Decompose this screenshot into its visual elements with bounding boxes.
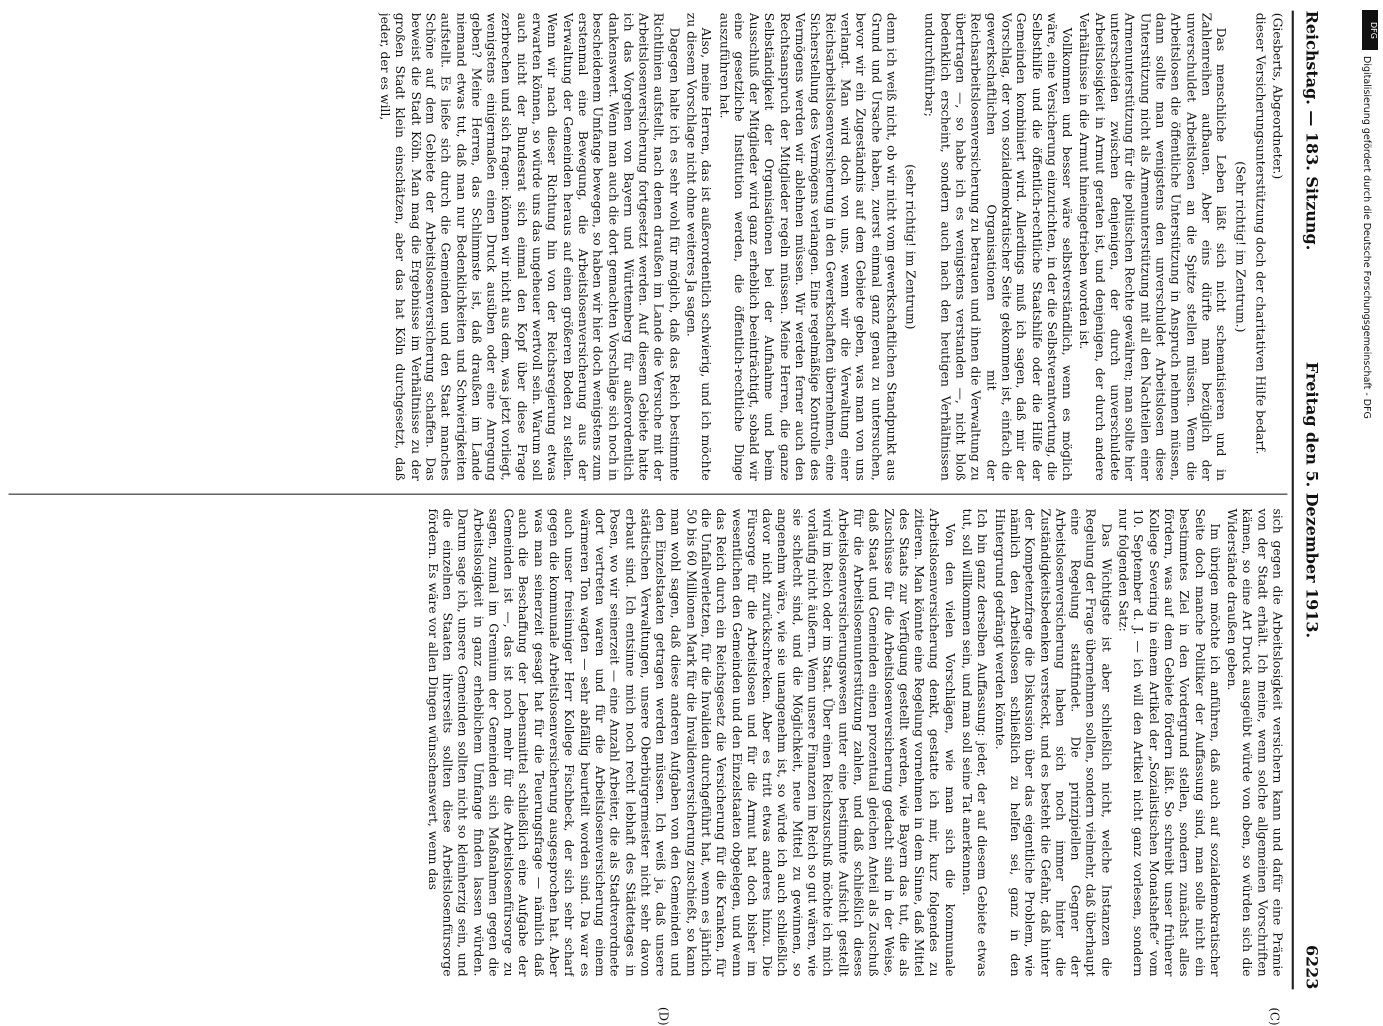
digitization-credit: Digitalisierung gefördert durch die Deutsche Forschungsgemeinschaft - DFG (1361, 56, 1372, 419)
right-column (9, 509, 1286, 977)
header-date: Freitag den 5. Dezember 1913. (1302, 361, 1322, 639)
page-number: 6223 (1302, 944, 1322, 990)
paragraph: denn ich weiß nicht, ob wir nicht vom gewerkschaftlichen Standpunkt aus Grund und Ursache haben, zuerst einmal ganz genau zu untersuchen, bevor wir ein Zugeständnis auf dem Gebiete geben, was man von uns verlangt. Man wird doch von uns, wenn wir die Verwaltung einer Reichsarbeitslosenversicherung in den Gewerkschaften übernehmen, eine Sicherstellung des Vermögens verlangen. Eine regelmäßige Kontrolle des Vermögens werden wir ablehnen müssen. Wir werden ferner auch den Rechtsanspruch der Mitglieder regeln müssen. Meine Herren, die ganze Selbständigkeit der Organisationen bei der Aufnahme und beim Ausschluß der Mitglieder wird ganz erheblich beeinträchtigt, sobald wir eine gesetzliche Institution werden, die öffentlich-rechtliche Dinge auszuführen hat. (716, 12, 899, 481)
paragraph: Das Wichtigste ist aber schließlich nicht, welche Instanzen die Regelung der Frage übernehmen sollen, sondern vielmehr, daß überhaupt eine Regelung stattfindet. Die prinzipiellen Gegner der Arbeitslosenversicherung haben sich noch immer hinter die Zuständigkeitsbedenken versteckt, und es besteht die Gefahr, daß hinter der Kompetenzfrage die Diskussion über das eigentliche Problem, wie nämlich den Arbeitslosen schließlich zu helfen sei, ganz in den Hintergrund gedrängt werden könnte. (992, 508, 1114, 977)
margin-marker-d: (D) (656, 1007, 671, 1026)
dfg-side-note (1361, 10, 1379, 990)
paragraph: Das menschliche Leben läßt sich nicht schematisieren und in Zahlenreihen aufbauen. Aber eins dürfte man bezüglich der unverschuldet Arbeitslosen an die Spitze stellen müssen. Wenn die Arbeitslosen die öffentliche Unterstützung in Anspruch nehmen müssen, dann sollte man wenigstens den unverschuldet Arbeitslosen diese Unterstützung nicht als Armenunterstützung mit all den Nachteilen einer Armenunterstützung für die politischen Rechte gewähren; man sollte hier unterscheiden zwischen denjenigen, der durch unverschuldete Arbeitslosigkeit in Armut geraten ist, und denjenigen, der durch andere Verhältnisse in die Armut hineingetrieben worden ist. (1077, 12, 1230, 481)
paragraph: Ich bin ganz derselben Auffassung: jeder, der auf diesem Gebiete etwas tut, soll willkommen sein, und man soll seine Tat anerkennen. (959, 508, 990, 977)
paragraph: sich gegen die Arbeitslosigkeit versichern kann und dafür eine Prämie von der Stadt erhält. Ich meine, wenn solche allgemeinen Vorschriften kämen, so eine Art Druck ausgeübt würde von oben, so würden sich die Widerstände draußen geben. (1224, 508, 1286, 977)
page-header (1294, 11, 1322, 990)
column-divider (9, 494, 1288, 495)
paragraph: (Giesberts, Abgeordneter.) (1270, 12, 1286, 180)
interjection: (Sehr richtig! im Zentrum.) (1233, 161, 1249, 333)
paragraph: Vollkommen und besser wäre selbstverständlich, wenn es möglich wäre, eine Versicherung einzurichten, in der die Selbstverantwortung, die Selbsthilfe und die öffentlich-rechtliche Staatshilfe oder die Hilfe der Gemeinden kombiniert wird. Allerdings muß ich sagen, daß mir der Vorschlag, der von sozialdemokratischer Seite gekommen ist, einfach die gewerkschaftlichen Organisationen mit der Reichsarbeitslosenversicherung zu betrauen und ihnen die Verwaltung zu übertragen —, so habe ich es wenigstens verstanden —, nicht bloß bedenklich erscheint, sondern auch nach den heutigen Verhältnissen undurchführbar; (922, 12, 1075, 481)
left-column (9, 13, 1286, 481)
paragraph: Im übrigen möchte ich anführen, daß auch auf sozialdemokratischer Seite doch manche Politiker der Auffassung sind, man solle nicht ein bestimmtes Ziel in den Vordergrund stellen, sondern zunächst alles fördern, was auf dem Gebiete fördern läßt. So schreibt unser früherer Kollege Severing in einem Artikel der „Sozialistischen Monatshefte“ vom 10. September d. J. — ich will den Artikel nicht ganz vorlesen, sondern nur folgenden Satz: (1116, 508, 1223, 977)
paragraph: dieser Versicherungsunterstützung doch der charitativen Hilfe bedarf. (1253, 12, 1268, 455)
paragraph: Von den vielen Vorschlägen, wie man sich die kommunale Arbeitslosenversicherung denkt, gestatte ich mir, kurz folgendes zu zitieren. Man könnte eine Regelung vornehmen in dem Sinne, daß Mittel des Staats zur Verfügung gestellt werden, wie Bayern das tut, die als Zuschüsse für die Arbeitslosenversicherung gedacht sind in der Weise, daß Staat und Gemeinden einen prozentual gleichen Anteil als Zuschuß für die Arbeitslosenunterstützung zahlen, und daß schließlich dieses Arbeitslosenversicherungswesen unter eine bestimmte Aufsicht gestellt wird im Reich oder im Staat. Über einen Reichszuschuß möchte ich mich vorläufig nicht äußern. Wenn unsere Finanzen im Reich so gut wären, wie sie schlecht sind, und die Möglichkeit, neue Mittel zu gewinnen, so angenehm wäre, wie sie unangenehm ist, so würde ich auch schließlich davor nicht zurückschrecken. Aber es tritt etwas anderes hinzu. Die Fürsorge für die Arbeitslosen und für die Armut hat doch bisher im wesentlichen den Gemeinden und den Einzelstaaten obgelegen, und wenn das Reich durch ein Reichsgesetz die Versicherung für die Kranken, für die Unfallverletzten, für die Invaliden durchgeführt hat, wenn es jährlich 50 bis 60 Millionen Mark für die Invalidenversicherung zuschießt, so kann man wohl sagen, daß diese anderen Aufgaben von den Gemeinden und den Einzelstaaten getragen werden müssen. Ich weiß ja, daß unsere städtischen Verwaltungen, unsere Oberbürgermeister nicht sehr davon erbaut sind. Ich entsinne mich noch recht lebhaft des Städtetages in Posen, wo wir seinerzeit — eine Anzahl Arbeiter, die als Stadtverordnete dort vertreten waren und für die Arbeitslosenversicherung einem wärmeren Ton wagten — sehr abfällig beurteilt worden sind. Da war es auch unser freisinniger Herr Kollege Fischbeck, der sich sehr scharf gegen die kommunale Arbeitslosenversicherung ausgesprochen hat. Aber was man seinerzeit gesagt hat für die Teuerungsfrage — nämlich daß auch die Beschaffung der Lebensmittel schließlich eine Aufgabe der Gemeinden ist —, das ist noch mehr für die Arbeitslosenfürsorge zu sagen, zumal im Gremium der Gemeinden sich Maßnahmen gegen die Arbeitslosigkeit in ganz erheblichem Umfange finden lassen würden. Darum sage ich, unsere Gemeinden sollten nicht so kleinherzig sein, und die einzelnen Staaten ihrerseits sollten diese Arbeitslosenfürsorge fördern. Es wäre vor allen Dingen wünschenswert, wenn das (425, 508, 958, 977)
margin-marker-c: (C) (1267, 1007, 1282, 1026)
header-rule (1292, 11, 1294, 990)
paragraph: Also, meine Herren, das ist außerordentlich schwierig, und ich möchte zu diesem Vorschlage nicht ohne weiteres Ja sagen. (684, 12, 715, 481)
interjection: (sehr richtig! im Zentrum) (903, 164, 919, 330)
paragraph: Dagegen halte ich es sehr wohl für möglich, daß das Reich bestimmte Richtlinien aufstellt, nach denen draußen im Lande die Versuche mit der Arbeitslosenversicherung fortgesetzt werden. Auf diesem Gebiete hatte ich das Vorgehen von Bayern und Württemberg für außerordentlich dankenswert. Wenn man auch die dort gemachten Vorschläge sich noch in bescheidenem Umfange bewegen, so haben wir hier doch wenigstens zum erstenmal eine Bewegung, die Arbeitslosenversicherung aus der Verwaltung der Gemeinden heraus auf einen größeren Boden zu stellen. Wenn wir nach dieser Richtung hin von der Reichsregierung etwas erwarten können, so würde uns das ungeheuer wertvoll sein. Warum soll auch nicht der Bundesrat sich einmal den Kopf über diese Frage zerbrechen und sich fragen: können wir nicht aus dem, was jetzt vorliegt, wenigstens einigermaßen einen Druck ausüben oder eine Anregung geben? Meine Herren, das Schlimmste ist, daß draußen im Lande niemand etwas tut, daß man nur Bedenklichkeiten und Schwierigkeiten aufstellt. Es ließe sich durch die Gemeinden und den Staat manches Schöne auf dem Gebiete der Arbeitslosenversicherung schaffen. Das beweist die Stadt Köln. Man mag die Ergebnisse im Verhältnisse zu der großen Stadt klein einschätzen, aber das hat Köln durchgesetzt, daß jeder, der es will, (377, 12, 682, 481)
dfg-logo: DFG (1362, 10, 1378, 50)
header-left: Reichstag. — 183. Sitzung. (1302, 10, 1322, 251)
